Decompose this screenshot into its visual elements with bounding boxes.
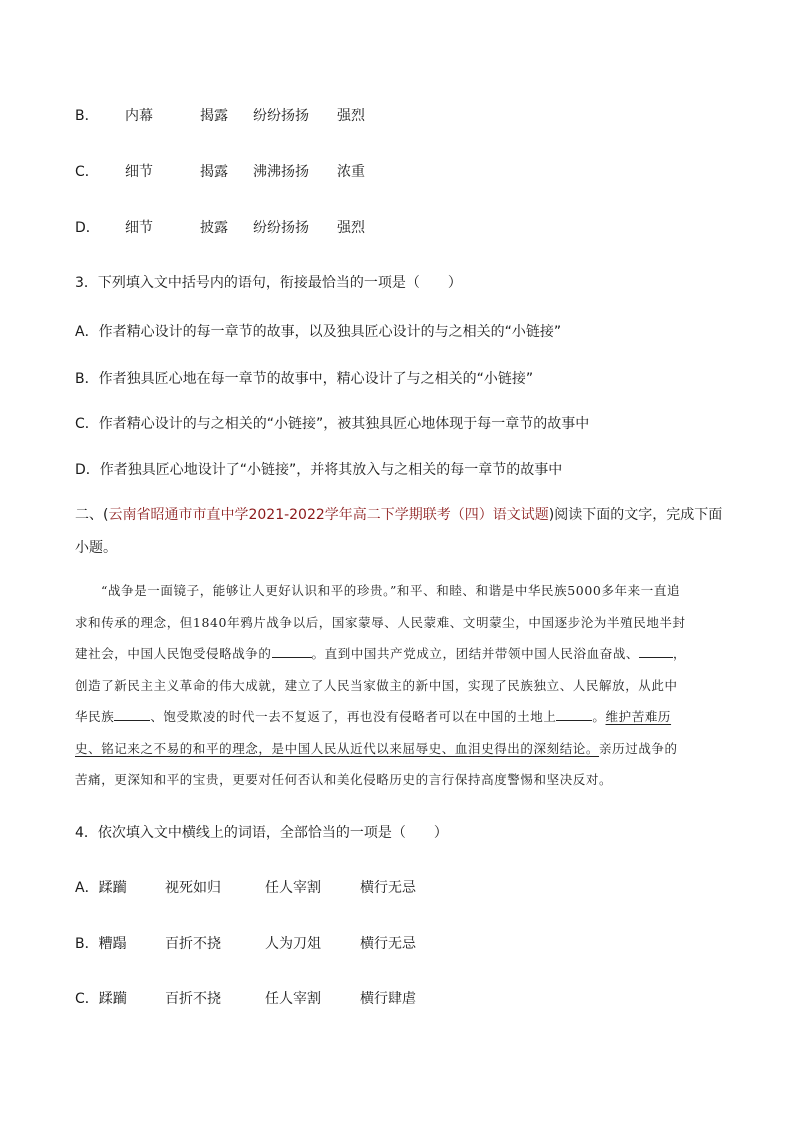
passage-text: 亲历过战争的 (599, 740, 678, 756)
option-label: A． (75, 880, 99, 896)
fill-blank-1 (272, 643, 312, 658)
passage-text: 、饱受欺凌的时代一去不复返了，再也没有侵略者可以在中国的土地上 (150, 709, 557, 724)
q2-option-b (75, 106, 365, 126)
option-label: C． (75, 164, 99, 180)
section-2-heading-cont: 小题。 (75, 540, 117, 556)
q2-option-d (75, 218, 365, 238)
q4-option-c (75, 989, 416, 1009)
passage-line: “战争是一面镜子，能够让人更好认识和平的珍贵。”和平、和睦、和谐是中华民族5000多年来一直追 (101, 583, 681, 598)
option-word: 揭露 (200, 108, 228, 124)
option-word: 人为刀俎 (265, 936, 321, 952)
passage-line: 苦痛，更深知和平的宝贵，更要对任何否认和美化侵略历史的言行保持高度警惕和坚决反对。 (75, 772, 613, 787)
option-word: 披露 (200, 220, 228, 236)
option-word: 沸沸扬扬 (253, 164, 309, 180)
option-word: 蹂躏 (98, 880, 127, 896)
option-label: D． (75, 220, 100, 236)
question-3-stem: 3．下列填入文中括号内的语句，衔接最恰当的一项是（ ） (75, 275, 462, 291)
option-word: 细节 (125, 220, 153, 236)
section-2-prefix: 二、( (75, 507, 109, 523)
passage-text: 。 (592, 709, 606, 724)
passage-text: ， (673, 646, 687, 661)
passage-line (75, 638, 725, 670)
option-word: 强烈 (337, 108, 365, 124)
option-word: 揭露 (200, 164, 228, 180)
question-3-option-a: A．作者精心设计的每一章节的故事，以及独具匠心设计的与之相关的“小链接” (75, 324, 562, 340)
passage-text: 建社会，中国人民饱受侵略战争的 (75, 646, 272, 661)
passage-line (75, 733, 725, 765)
question-4-stem: 4．依次填入文中横线上的词语，全部恰当的一项是（ ） (75, 825, 448, 841)
option-label-word (75, 989, 165, 1009)
option-label-word (75, 878, 165, 898)
section-2-heading (75, 505, 722, 525)
option-word: 纷纷扬扬 (253, 220, 309, 236)
option-word: 内幕 (125, 108, 153, 124)
option-word: 横行无忌 (360, 936, 416, 952)
passage-line (75, 701, 725, 733)
reading-passage (75, 575, 725, 796)
underlined-sentence: 维护苦难历 (605, 709, 672, 724)
q4-option-b (75, 934, 416, 954)
option-word: 横行无忌 (360, 880, 416, 896)
option-word: 蹂躏 (98, 991, 127, 1007)
option-label: C． (75, 991, 99, 1007)
option-word: 视死如归 (165, 880, 221, 896)
passage-line: 创造了新民主主义革命的伟大成就，建立了人民当家做主的新中国，实现了民族独立、人民解放，从此中 (75, 677, 678, 693)
option-word: 百折不挠 (165, 991, 221, 1007)
fill-blank-4 (556, 706, 592, 721)
option-word: 细节 (125, 164, 153, 180)
underlined-sentence: 史、铭记来之不易的和平的理念，是中国人民从近代以来屈辱史、血泪史得出的深刻结论。 (75, 740, 600, 756)
option-word: 浓重 (337, 164, 365, 180)
question-3-option-c: C．作者精心设计的与之相关的“小链接”，被其独具匠心地体现于每一章节的故事中 (75, 416, 590, 432)
q2-option-c (75, 162, 365, 182)
passage-text: 。直到中国共产党成立，团结并带领中国人民浴血奋战、 (311, 646, 640, 661)
passage-line: 求和传承的理念，但1840年鸦片战争以后，国家蒙辱、人民蒙难、文明蒙尘，中国逐步沦为半殖民地半封 (75, 614, 686, 630)
q4-option-a (75, 878, 416, 898)
question-3-option-d: D．作者独具匠心地设计了“小链接”，并将其放入与之相关的每一章节的故事中 (75, 462, 563, 478)
option-word: 任人宰割 (265, 991, 321, 1007)
fill-blank-3 (114, 706, 150, 721)
option-label: B． (75, 108, 99, 124)
option-label: B． (75, 936, 99, 952)
passage-text: 华民族 (75, 709, 115, 724)
section-2-suffix: )阅读下面的文字，完成下面 (548, 507, 723, 523)
section-2-source: 云南省昭通市市直中学2021-2022学年高二下学期联考（四）语文试题 (108, 507, 549, 523)
option-word: 横行肆虐 (360, 991, 416, 1007)
option-word: 强烈 (337, 220, 365, 236)
option-word: 糟蹋 (98, 936, 127, 952)
option-label-word (75, 934, 165, 954)
option-word: 纷纷扬扬 (253, 108, 309, 124)
fill-blank-2 (639, 643, 673, 658)
option-word: 任人宰割 (265, 880, 321, 896)
question-3-option-b: B．作者独具匠心地在每一章节的故事中，精心设计了与之相关的“小链接” (75, 371, 534, 387)
option-word: 百折不挠 (165, 936, 221, 952)
